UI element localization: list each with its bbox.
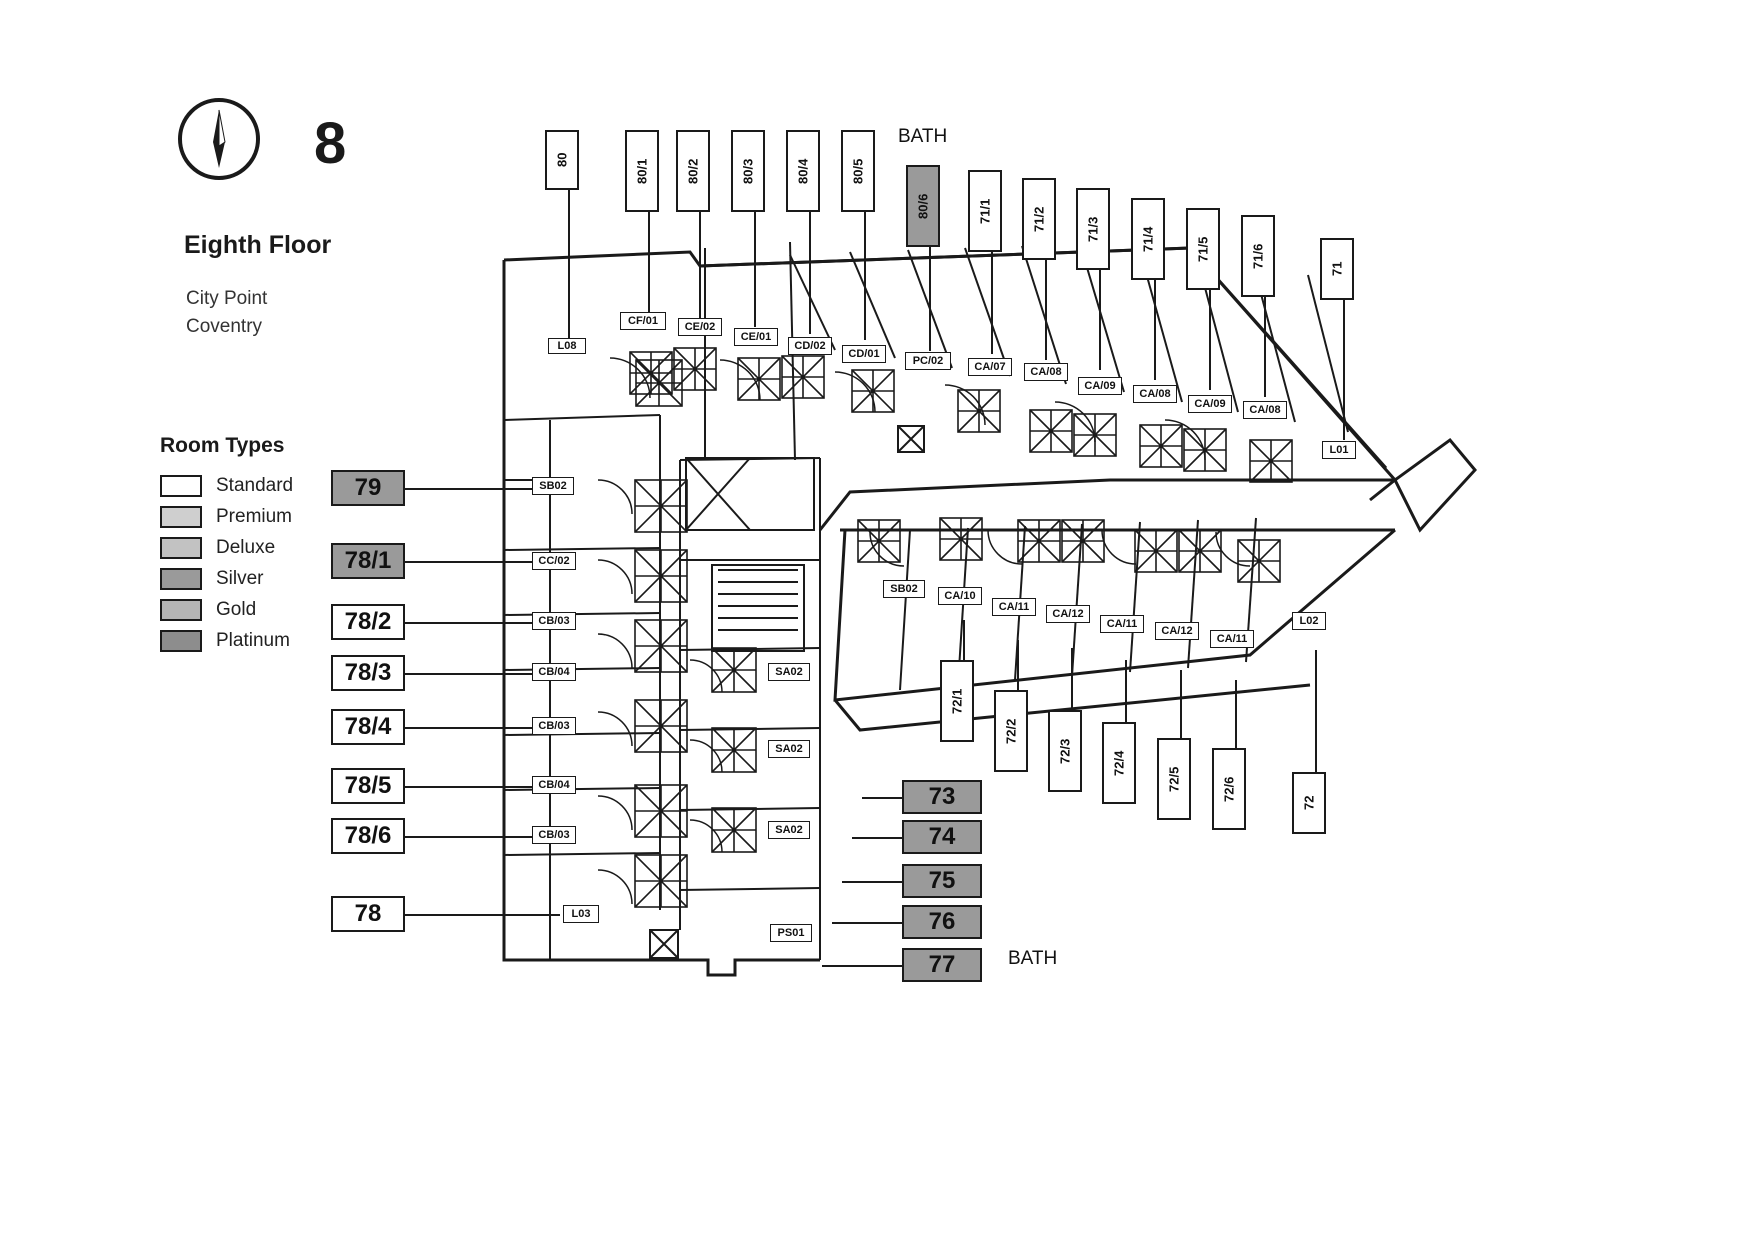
plan-room-code-ca-08: CA/08 — [1024, 363, 1068, 381]
callout-leader-80-6 — [929, 247, 931, 351]
plan-room-code-l02: L02 — [1292, 612, 1326, 630]
callout-leader-80-5 — [864, 212, 866, 340]
plan-room-code-cb-03: CB/03 — [532, 717, 576, 735]
plan-room-code-cb-04: CB/04 — [532, 663, 576, 681]
callout-leader-78-2 — [405, 622, 538, 624]
room-callout-80[interactable]: 80 — [545, 130, 579, 190]
legend-label: Standard — [216, 474, 294, 496]
plan-room-code-ca-12: CA/12 — [1046, 605, 1090, 623]
callout-leader-78-6 — [405, 836, 538, 838]
legend-heading: Room Types — [160, 434, 285, 457]
building-name: City Point — [186, 288, 268, 309]
plan-room-code-l08: L08 — [548, 338, 586, 354]
room-callout-71-6[interactable]: 71/6 — [1241, 215, 1275, 297]
compass-icon — [178, 98, 260, 180]
legend-swatch — [160, 630, 202, 652]
callout-leader-75 — [842, 881, 902, 883]
callout-leader-80 — [568, 190, 570, 338]
legend-swatch — [160, 599, 202, 621]
room-callout-71-2[interactable]: 71/2 — [1022, 178, 1056, 260]
room-callout-75[interactable]: 75 — [902, 864, 982, 898]
plan-room-code-cb-03: CB/03 — [532, 826, 576, 844]
legend-swatch — [160, 506, 202, 528]
room-callout-72-6[interactable]: 72/6 — [1212, 748, 1246, 830]
plan-room-code-cd-01: CD/01 — [842, 345, 886, 363]
legend-swatch — [160, 475, 202, 497]
room-callout-72-1[interactable]: 72/1 — [940, 660, 974, 742]
callout-leader-76 — [832, 922, 902, 924]
plan-room-code-cb-03: CB/03 — [532, 612, 576, 630]
room-callout-78-5[interactable]: 78/5 — [331, 768, 405, 804]
plan-room-code-cc-02: CC/02 — [532, 552, 576, 570]
callout-leader-77 — [822, 965, 902, 967]
callout-leader-72 — [1315, 650, 1317, 772]
plan-room-code-ca-11: CA/11 — [1210, 630, 1254, 648]
plan-room-code-cb-04: CB/04 — [532, 776, 576, 794]
callout-leader-74 — [852, 837, 902, 839]
room-callout-71-3[interactable]: 71/3 — [1076, 188, 1110, 270]
callout-leader-78-5 — [405, 786, 538, 788]
plan-room-code-ca-08: CA/08 — [1243, 401, 1287, 419]
plan-room-code-cd-02: CD/02 — [788, 337, 832, 355]
room-callout-72-4[interactable]: 72/4 — [1102, 722, 1136, 804]
legend-label: Premium — [216, 505, 293, 527]
legend-swatch — [160, 537, 202, 559]
callout-leader-72-2 — [1017, 640, 1019, 690]
plan-room-code-sb02: SB02 — [532, 477, 574, 495]
room-callout-78-1[interactable]: 78/1 — [331, 543, 405, 579]
plan-room-code-ca-11: CA/11 — [992, 598, 1036, 616]
floor-number: 8 — [314, 111, 346, 176]
callout-leader-79 — [405, 488, 538, 490]
room-callout-71-5[interactable]: 71/5 — [1186, 208, 1220, 290]
room-callout-78-2[interactable]: 78/2 — [331, 604, 405, 640]
callout-leader-80-4 — [809, 212, 811, 334]
callout-leader-71-1 — [991, 252, 993, 354]
room-callout-72-5[interactable]: 72/5 — [1157, 738, 1191, 820]
legend-item-standard — [160, 470, 293, 501]
room-callout-80-3[interactable]: 80/3 — [731, 130, 765, 212]
room-callout-71-4[interactable]: 71/4 — [1131, 198, 1165, 280]
plan-room-code-ca-10: CA/10 — [938, 587, 982, 605]
callout-leader-80-3 — [754, 212, 756, 327]
bath-label-bottom: BATH — [1008, 948, 1058, 969]
callout-leader-80-2 — [699, 212, 701, 322]
callout-leader-78-3 — [405, 673, 538, 675]
plan-room-code-ca-11: CA/11 — [1100, 615, 1144, 633]
room-callout-77[interactable]: 77 — [902, 948, 982, 982]
callout-leader-71-4 — [1154, 280, 1156, 380]
plan-room-code-sa02: SA02 — [768, 821, 810, 839]
legend-item-deluxe — [160, 532, 293, 563]
legend-item-gold — [160, 594, 293, 625]
plan-room-code-ce-01: CE/01 — [734, 328, 778, 346]
plan-room-code-sb02: SB02 — [883, 580, 925, 598]
room-callout-78[interactable]: 78 — [331, 896, 405, 932]
legend-swatch — [160, 568, 202, 590]
callout-leader-72-4 — [1125, 660, 1127, 722]
plan-room-code-pc-02: PC/02 — [905, 352, 951, 370]
callout-leader-72-3 — [1071, 648, 1073, 710]
plan-room-code-ca-09: CA/09 — [1078, 377, 1122, 395]
callout-leader-72-1 — [963, 620, 965, 660]
room-callout-80-5[interactable]: 80/5 — [841, 130, 875, 212]
callout-leader-71-6 — [1264, 297, 1266, 397]
floor-title: Eighth Floor — [184, 231, 332, 259]
room-callout-80-6[interactable]: 80/6 — [906, 165, 940, 247]
plan-room-code-ca-12: CA/12 — [1155, 622, 1199, 640]
floor-plan-drawing — [490, 230, 1490, 990]
plan-room-code-cf-01: CF/01 — [620, 312, 666, 330]
plan-room-code-l01: L01 — [1322, 441, 1356, 459]
room-callout-72-3[interactable]: 72/3 — [1048, 710, 1082, 792]
callout-leader-71 — [1343, 300, 1345, 440]
room-callout-78-4[interactable]: 78/4 — [331, 709, 405, 745]
plan-room-code-ca-09: CA/09 — [1188, 395, 1232, 413]
legend-item-silver — [160, 563, 293, 594]
room-types-legend — [160, 470, 293, 656]
callout-leader-78-4 — [405, 727, 538, 729]
callout-leader-73 — [862, 797, 902, 799]
plan-room-code-ps01: PS01 — [770, 924, 812, 942]
room-callout-79[interactable]: 79 — [331, 470, 405, 506]
building-city: Coventry — [186, 316, 263, 337]
legend-item-premium — [160, 501, 293, 532]
plan-room-code-ca-07: CA/07 — [968, 358, 1012, 376]
room-callout-78-3[interactable]: 78/3 — [331, 655, 405, 691]
callout-leader-71-5 — [1209, 290, 1211, 390]
room-callout-71-1[interactable]: 71/1 — [968, 170, 1002, 252]
legend-label: Deluxe — [216, 536, 276, 558]
callout-leader-80-1 — [648, 212, 650, 322]
room-callout-76[interactable]: 76 — [902, 905, 982, 939]
callout-leader-71-3 — [1099, 270, 1101, 370]
room-callout-80-1[interactable]: 80/1 — [625, 130, 659, 212]
callout-leader-71-2 — [1045, 260, 1047, 360]
callout-leader-72-6 — [1235, 680, 1237, 748]
callout-leader-78-1 — [405, 561, 538, 563]
room-callout-72-2[interactable]: 72/2 — [994, 690, 1028, 772]
plan-room-code-sa02: SA02 — [768, 663, 810, 681]
room-callout-78-6[interactable]: 78/6 — [331, 818, 405, 854]
legend-item-platinum — [160, 625, 293, 656]
legend-label: Platinum — [216, 629, 290, 651]
room-callout-73[interactable]: 73 — [902, 780, 982, 814]
room-callout-71[interactable]: 71 — [1320, 238, 1354, 300]
legend-label: Gold — [216, 598, 257, 620]
bath-label-top: BATH — [898, 126, 948, 147]
callout-leader-72-5 — [1180, 670, 1182, 738]
callout-leader-78 — [405, 914, 560, 916]
plan-room-code-l03: L03 — [563, 905, 599, 923]
plan-room-code-ce-02: CE/02 — [678, 318, 722, 336]
plan-room-code-sa02: SA02 — [768, 740, 810, 758]
room-callout-80-4[interactable]: 80/4 — [786, 130, 820, 212]
room-callout-74[interactable]: 74 — [902, 820, 982, 854]
room-callout-80-2[interactable]: 80/2 — [676, 130, 710, 212]
room-callout-72[interactable]: 72 — [1292, 772, 1326, 834]
plan-room-code-ca-08: CA/08 — [1133, 385, 1177, 403]
legend-label: Silver — [216, 567, 264, 589]
